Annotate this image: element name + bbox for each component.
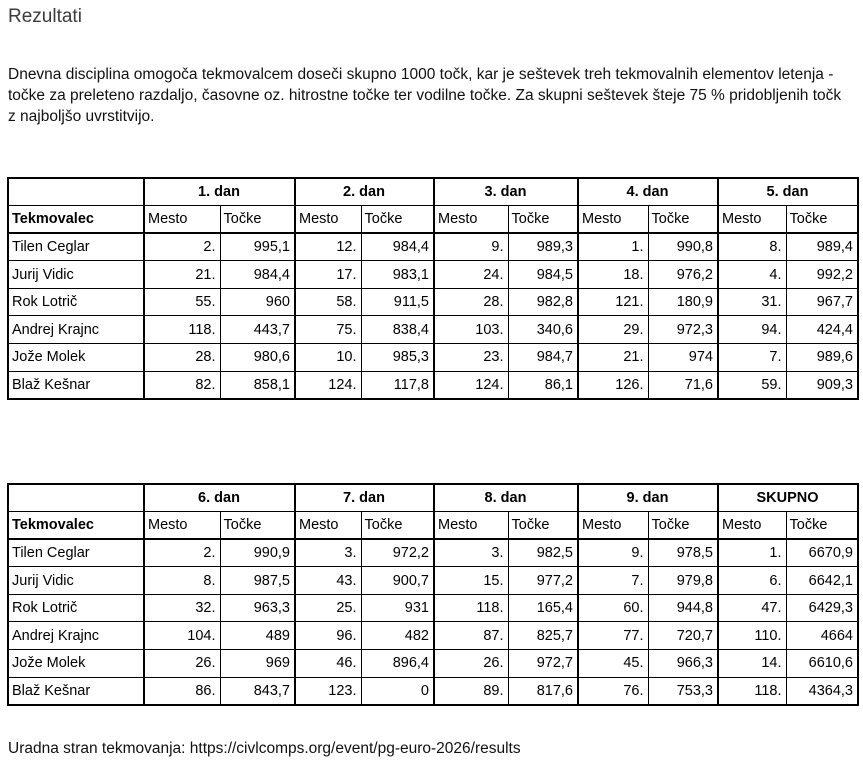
points-cell: 931: [361, 594, 434, 622]
points-cell: 989,4: [786, 233, 858, 261]
place-cell: 6.: [718, 567, 786, 595]
place-cell: 21.: [578, 344, 648, 372]
day-header: 1. dan: [144, 178, 295, 206]
place-cell: 9.: [578, 539, 648, 567]
points-cell: 990,8: [648, 233, 718, 261]
corner-cell: [8, 484, 144, 512]
place-cell: 121.: [578, 288, 648, 316]
place-header: Mesto: [144, 512, 220, 540]
points-cell: 978,5: [648, 539, 718, 567]
place-cell: 45.: [578, 650, 648, 678]
table-row: [8, 539, 858, 567]
day-header: 5. dan: [718, 178, 858, 206]
day-header: 4. dan: [578, 178, 718, 206]
page-title: Rezultati: [8, 6, 82, 27]
points-cell: 825,7: [508, 622, 578, 650]
points-cell: 963,3: [220, 594, 295, 622]
place-cell: 89.: [434, 677, 508, 705]
table-row: [8, 288, 858, 316]
competitor-name: Andrej Krajnc: [8, 622, 144, 650]
points-cell: 117,8: [361, 371, 434, 399]
points-cell: 0: [361, 677, 434, 705]
day-header: 9. dan: [578, 484, 718, 512]
competitor-name: Jože Molek: [8, 344, 144, 372]
place-cell: 23.: [434, 344, 508, 372]
points-cell: 980,6: [220, 344, 295, 372]
place-header: Mesto: [295, 512, 361, 540]
place-cell: 21.: [144, 261, 220, 289]
points-cell: 960: [220, 288, 295, 316]
place-cell: 7.: [578, 567, 648, 595]
place-cell: 103.: [434, 316, 508, 344]
place-cell: 8.: [718, 233, 786, 261]
day-header: 8. dan: [434, 484, 578, 512]
points-header: Točke: [508, 206, 578, 234]
table-row: [8, 677, 858, 705]
points-cell: 71,6: [648, 371, 718, 399]
points-cell: 966,3: [648, 650, 718, 678]
corner-cell: [8, 178, 144, 206]
points-cell: 6429,3: [786, 594, 858, 622]
points-cell: 992,2: [786, 261, 858, 289]
results-table-days-6-9-total: [7, 483, 859, 706]
place-cell: 77.: [578, 622, 648, 650]
points-cell: 6670,9: [786, 539, 858, 567]
points-cell: 984,5: [508, 261, 578, 289]
place-cell: 17.: [295, 261, 361, 289]
points-cell: 838,4: [361, 316, 434, 344]
competitor-name: Rok Lotrič: [8, 594, 144, 622]
place-cell: 15.: [434, 567, 508, 595]
place-cell: 123.: [295, 677, 361, 705]
points-cell: 424,4: [786, 316, 858, 344]
points-cell: 972,3: [648, 316, 718, 344]
table-row: [8, 316, 858, 344]
place-cell: 26.: [434, 650, 508, 678]
competitor-name: Rok Lotrič: [8, 288, 144, 316]
points-cell: 983,1: [361, 261, 434, 289]
place-header: Mesto: [434, 512, 508, 540]
place-cell: 60.: [578, 594, 648, 622]
competitor-name: Tilen Ceglar: [8, 539, 144, 567]
points-header: Točke: [361, 206, 434, 234]
day-header-row: [8, 484, 858, 512]
points-cell: 990,9: [220, 539, 295, 567]
place-cell: 43.: [295, 567, 361, 595]
competitor-header: Tekmovalec: [8, 512, 144, 540]
place-cell: 28.: [144, 344, 220, 372]
competitor-header: Tekmovalec: [8, 206, 144, 234]
place-cell: 86.: [144, 677, 220, 705]
points-header: Točke: [648, 512, 718, 540]
points-cell: 985,3: [361, 344, 434, 372]
competitor-name: Tilen Ceglar: [8, 233, 144, 261]
day-header: 2. dan: [295, 178, 434, 206]
place-cell: 14.: [718, 650, 786, 678]
points-cell: 180,9: [648, 288, 718, 316]
table-row: [8, 594, 858, 622]
place-cell: 29.: [578, 316, 648, 344]
points-cell: 976,2: [648, 261, 718, 289]
points-cell: 843,7: [220, 677, 295, 705]
table-row: [8, 261, 858, 289]
place-cell: 9.: [434, 233, 508, 261]
day-header: 7. dan: [295, 484, 434, 512]
table-row: [8, 567, 858, 595]
place-cell: 124.: [434, 371, 508, 399]
points-cell: 443,7: [220, 316, 295, 344]
table-row: [8, 622, 858, 650]
place-cell: 31.: [718, 288, 786, 316]
place-cell: 82.: [144, 371, 220, 399]
points-header: Točke: [786, 206, 858, 234]
points-cell: 987,5: [220, 567, 295, 595]
place-cell: 104.: [144, 622, 220, 650]
points-cell: 977,2: [508, 567, 578, 595]
table-row: [8, 650, 858, 678]
place-cell: 118.: [434, 594, 508, 622]
place-cell: 94.: [718, 316, 786, 344]
table-row: [8, 233, 858, 261]
points-cell: 858,1: [220, 371, 295, 399]
points-cell: 489: [220, 622, 295, 650]
day-header: SKUPNO: [718, 484, 858, 512]
points-header: Točke: [786, 512, 858, 540]
competitor-name: Jurij Vidic: [8, 567, 144, 595]
competitor-name: Andrej Krajnc: [8, 316, 144, 344]
place-cell: 75.: [295, 316, 361, 344]
place-cell: 25.: [295, 594, 361, 622]
place-header: Mesto: [434, 206, 508, 234]
points-header: Točke: [361, 512, 434, 540]
place-cell: 55.: [144, 288, 220, 316]
points-cell: 4364,3: [786, 677, 858, 705]
points-cell: 896,4: [361, 650, 434, 678]
points-cell: 86,1: [508, 371, 578, 399]
place-header: Mesto: [578, 206, 648, 234]
column-header-row: [8, 206, 858, 234]
place-cell: 3.: [295, 539, 361, 567]
points-cell: 753,3: [648, 677, 718, 705]
place-cell: 59.: [718, 371, 786, 399]
place-cell: 126.: [578, 371, 648, 399]
points-cell: 6610,6: [786, 650, 858, 678]
points-cell: 982,8: [508, 288, 578, 316]
competitor-name: Blaž Kešnar: [8, 677, 144, 705]
points-cell: 984,4: [220, 261, 295, 289]
points-cell: 979,8: [648, 567, 718, 595]
place-cell: 32.: [144, 594, 220, 622]
points-cell: 984,7: [508, 344, 578, 372]
column-header-row: [8, 512, 858, 540]
points-cell: 340,6: [508, 316, 578, 344]
place-cell: 1.: [718, 539, 786, 567]
place-cell: 110.: [718, 622, 786, 650]
footer-link-text: Uradna stran tekmovanja: https://civlcomps.org/event/pg-euro-2026/results: [8, 740, 521, 757]
place-cell: 47.: [718, 594, 786, 622]
place-header: Mesto: [718, 512, 786, 540]
points-cell: 995,1: [220, 233, 295, 261]
results-table-days-1-5: [7, 177, 859, 400]
points-cell: 911,5: [361, 288, 434, 316]
place-cell: 3.: [434, 539, 508, 567]
place-cell: 118.: [144, 316, 220, 344]
points-cell: 900,7: [361, 567, 434, 595]
place-cell: 124.: [295, 371, 361, 399]
points-cell: 4664: [786, 622, 858, 650]
points-cell: 974: [648, 344, 718, 372]
place-cell: 26.: [144, 650, 220, 678]
points-cell: 165,4: [508, 594, 578, 622]
day-header: 3. dan: [434, 178, 578, 206]
points-cell: 989,3: [508, 233, 578, 261]
points-cell: 989,6: [786, 344, 858, 372]
points-cell: 982,5: [508, 539, 578, 567]
points-header: Točke: [648, 206, 718, 234]
place-cell: 10.: [295, 344, 361, 372]
place-cell: 46.: [295, 650, 361, 678]
table-row: [8, 344, 858, 372]
points-header: Točke: [220, 512, 295, 540]
points-cell: 6642,1: [786, 567, 858, 595]
points-cell: 817,6: [508, 677, 578, 705]
points-cell: 984,4: [361, 233, 434, 261]
points-cell: 720,7: [648, 622, 718, 650]
day-header-row: [8, 178, 858, 206]
place-cell: 28.: [434, 288, 508, 316]
place-header: Mesto: [578, 512, 648, 540]
place-cell: 76.: [578, 677, 648, 705]
points-cell: 967,7: [786, 288, 858, 316]
points-cell: 909,3: [786, 371, 858, 399]
place-cell: 87.: [434, 622, 508, 650]
place-cell: 12.: [295, 233, 361, 261]
place-cell: 2.: [144, 233, 220, 261]
place-cell: 18.: [578, 261, 648, 289]
competitor-name: Blaž Kešnar: [8, 371, 144, 399]
points-header: Točke: [508, 512, 578, 540]
place-cell: 96.: [295, 622, 361, 650]
place-cell: 7.: [718, 344, 786, 372]
place-header: Mesto: [718, 206, 786, 234]
competitor-name: Jurij Vidic: [8, 261, 144, 289]
place-cell: 4.: [718, 261, 786, 289]
points-header: Točke: [220, 206, 295, 234]
place-header: Mesto: [295, 206, 361, 234]
points-cell: 944,8: [648, 594, 718, 622]
place-cell: 2.: [144, 539, 220, 567]
place-cell: 8.: [144, 567, 220, 595]
points-cell: 969: [220, 650, 295, 678]
place-cell: 24.: [434, 261, 508, 289]
day-header: 6. dan: [144, 484, 295, 512]
place-cell: 1.: [578, 233, 648, 261]
points-cell: 482: [361, 622, 434, 650]
place-header: Mesto: [144, 206, 220, 234]
competitor-name: Jože Molek: [8, 650, 144, 678]
place-cell: 118.: [718, 677, 786, 705]
table-row: [8, 371, 858, 399]
points-cell: 972,7: [508, 650, 578, 678]
intro-paragraph: Dnevna disciplina omogoča tekmovalcem doseči skupno 1000 točk, kar je seštevek treh tekmovalnih elementov letenja - točke za preleteno razdaljo, časovne oz. hitrostne točke ter vodilne točke. Za skupni seštevek šteje 75 % pridobljenih točk z najboljšo uvrstitvijo.: [8, 66, 842, 125]
place-cell: 58.: [295, 288, 361, 316]
points-cell: 972,2: [361, 539, 434, 567]
